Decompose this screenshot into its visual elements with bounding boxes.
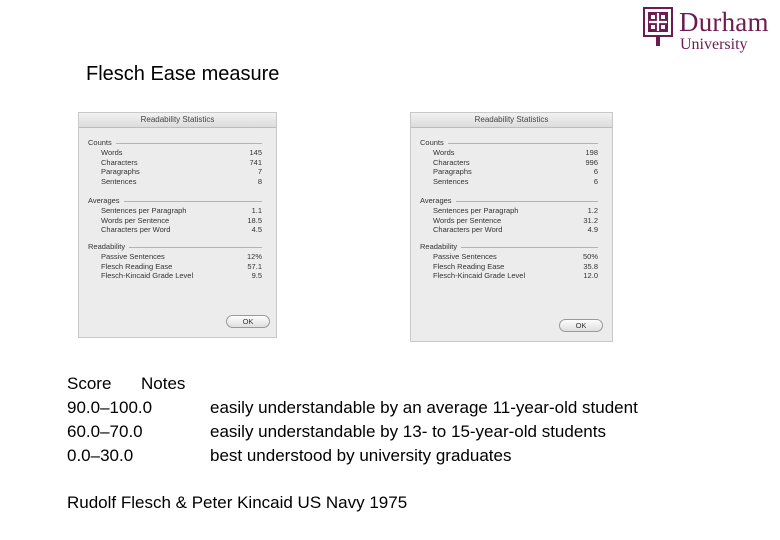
stat-row: Paragraphs 7 bbox=[101, 167, 262, 177]
logo-wordmark: Durham bbox=[679, 7, 769, 37]
crest-icon bbox=[643, 7, 673, 47]
readability-section bbox=[88, 242, 262, 281]
stat-row: Words 145 bbox=[101, 148, 262, 157]
readability-dialog-1 bbox=[78, 112, 277, 338]
stat-row: Characters per Word 4.5 bbox=[101, 225, 262, 235]
credit-line: Rudolf Flesch & Peter Kincaid US Navy 1975 bbox=[67, 493, 408, 512]
score-note: easily understandable by 13- to 15-year-old students bbox=[210, 422, 606, 441]
score-row bbox=[67, 396, 638, 420]
stat-row: Words per Sentence 18.5 bbox=[101, 215, 262, 225]
section-heading: Averages bbox=[420, 196, 452, 206]
notes-header: Notes bbox=[141, 374, 186, 393]
score-note: best understood by university graduates bbox=[210, 446, 512, 465]
score-row bbox=[67, 444, 638, 468]
stat-row: Paragraphs 6 bbox=[433, 167, 598, 177]
score-table-header bbox=[67, 372, 638, 396]
score-range: 60.0–70.0 bbox=[67, 422, 143, 441]
readability-dialog-2 bbox=[410, 112, 613, 342]
averages-section bbox=[420, 196, 598, 235]
averages-section bbox=[88, 196, 262, 235]
stat-row: Characters 996 bbox=[433, 157, 598, 167]
stat-row: Words 198 bbox=[433, 148, 598, 157]
logo-subtitle: University bbox=[680, 36, 748, 53]
stat-row: Sentences 8 bbox=[101, 176, 262, 186]
stat-row: Flesch Reading Ease 57.1 bbox=[101, 261, 262, 271]
score-range: 90.0–100.0 bbox=[67, 398, 153, 417]
stat-row: Flesch-Kincaid Grade Level 12.0 bbox=[433, 271, 598, 281]
section-heading: Readability bbox=[420, 242, 458, 252]
score-row bbox=[67, 420, 638, 444]
stat-row: Characters per Word 4.9 bbox=[433, 225, 598, 235]
readability-section bbox=[420, 242, 598, 281]
stat-row: Passive Sentences 12% bbox=[101, 252, 262, 261]
ok-button[interactable]: OK bbox=[226, 315, 270, 328]
score-table bbox=[67, 372, 638, 468]
stat-row: Words per Sentence 31.2 bbox=[433, 215, 598, 225]
counts-section bbox=[88, 138, 262, 186]
dialog-title: Readability Statistics bbox=[411, 113, 612, 128]
ok-button[interactable]: OK bbox=[559, 319, 603, 332]
stat-row: Sentences 6 bbox=[433, 176, 598, 186]
counts-section bbox=[420, 138, 598, 186]
score-header: Score bbox=[67, 374, 112, 393]
stat-row: Flesch Reading Ease 35.8 bbox=[433, 261, 598, 271]
stat-row: Sentences per Paragraph 1.1 bbox=[101, 206, 262, 215]
section-heading: Counts bbox=[88, 138, 112, 148]
stat-row: Passive Sentences 50% bbox=[433, 252, 598, 261]
stat-row: Sentences per Paragraph 1.2 bbox=[433, 206, 598, 215]
dialog-title: Readability Statistics bbox=[79, 113, 276, 128]
stat-row: Characters 741 bbox=[101, 157, 262, 167]
slide-title: Flesch Ease measure bbox=[86, 63, 280, 85]
section-heading: Readability bbox=[88, 242, 126, 252]
stat-row: Flesch-Kincaid Grade Level 9.5 bbox=[101, 271, 262, 281]
section-heading: Counts bbox=[420, 138, 444, 148]
durham-university-logo bbox=[640, 4, 780, 56]
score-note: easily understandable by an average 11-year-old student bbox=[210, 398, 638, 417]
score-range: 0.0–30.0 bbox=[67, 446, 134, 465]
section-heading: Averages bbox=[88, 196, 120, 206]
